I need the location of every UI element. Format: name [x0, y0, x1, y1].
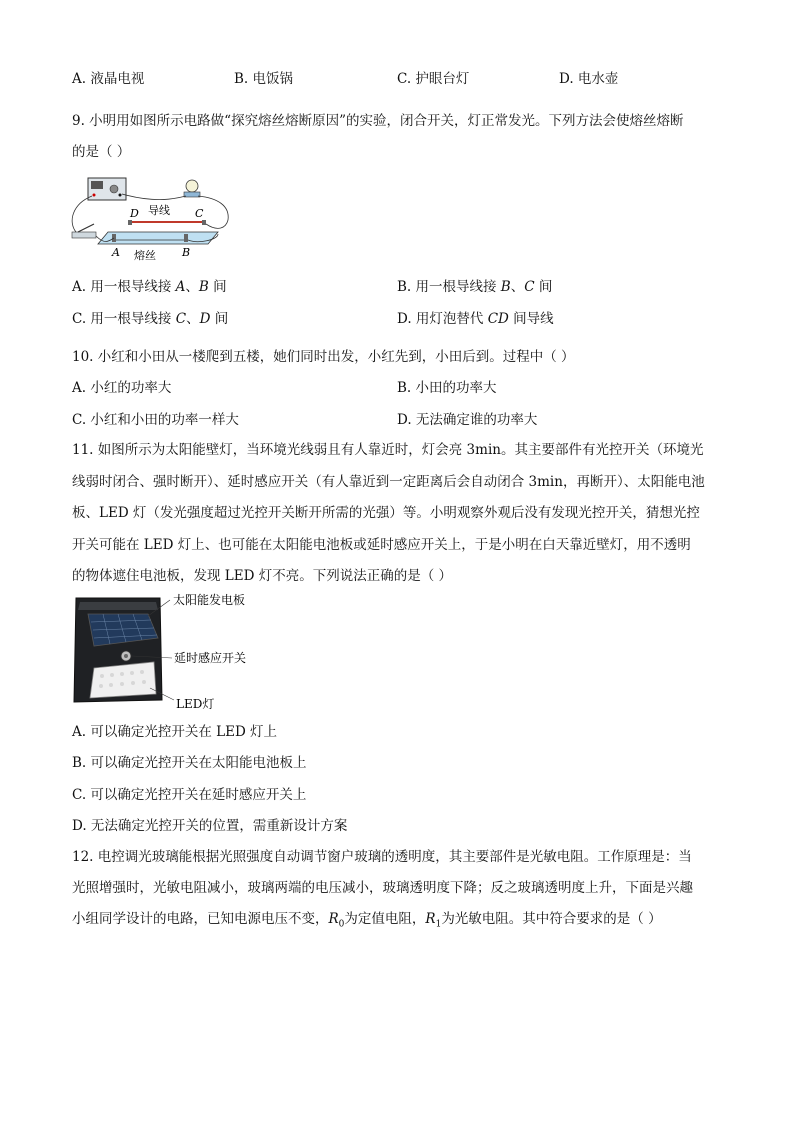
q10-option-a[interactable]: A. 小红的功率大	[72, 380, 172, 396]
label-solar-panel: 太阳能发电板	[173, 593, 246, 607]
q8-option-c[interactable]: C. 护眼台灯	[397, 71, 470, 87]
q9-option-a[interactable]: A. 用一根导线接 A、B 间	[72, 279, 227, 295]
q10-option-d[interactable]: D. 无法确定谁的功率大	[397, 412, 538, 428]
q11-option-c[interactable]: C. 可以确定光控开关在延时感应开关上	[72, 787, 307, 803]
q8-option-b[interactable]: B. 电饭锅	[234, 71, 294, 87]
q9-stem-line1: 9. 小明用如图所示电路做“探究熔丝熔断原因”的实验，闭合开关，灯正常发光。下列方法会使熔丝熔断	[72, 113, 684, 129]
bulb-icon	[186, 180, 198, 192]
label-delay-sensor: 延时感应开关	[174, 651, 247, 665]
label-wire: 导线	[148, 204, 170, 217]
label-c: C	[195, 207, 204, 220]
q11-option-b[interactable]: B. 可以确定光控开关在太阳能电池板上	[72, 755, 307, 771]
q11-option-d[interactable]: D. 无法确定光控开关的位置，需重新设计方案	[72, 818, 348, 834]
q11-stem-line5: 的物体遮住电池板，发现 LED 灯不亮。下列说法正确的是（ ）	[72, 568, 453, 584]
q10-options-row1	[72, 376, 734, 396]
q11-stem-line1: 11. 如图所示为太阳能壁灯，当环境光线弱且有人靠近时，灯会亮 3min。其主要部件有光控开关（环境光	[72, 442, 704, 458]
switch-icon	[72, 232, 96, 238]
q9-option-c[interactable]: C. 用一根导线接 C、D 间	[72, 311, 229, 327]
label-led: LED灯	[176, 697, 215, 711]
q12-stem-line3: 小组同学设计的电路，已知电源电压不变，$R_0$为定值电阻，$R_1$为光敏电阻。其中符合要求的是（ ）	[72, 911, 662, 930]
label-d: D	[130, 207, 139, 220]
q11-stem-line2: 线弱时闭合、强时断开）、延时感应开关（有人靠近到一定距离后会自动闭合 3min，再断开）、太阳能电池	[72, 474, 705, 490]
label-b: B	[182, 246, 191, 259]
q9-options-row1	[72, 275, 734, 295]
label-fuse: 熔丝	[134, 249, 156, 262]
q8-option-d[interactable]: D. 电水壶	[559, 71, 619, 87]
q11-stem-line4: 开关可能在 LED 灯上、也可能在太阳能电池板或延时感应开关上，于是小明在白天靠近壁灯，用不透明	[72, 537, 691, 553]
q11-solar-lamp-figure	[70, 590, 270, 712]
q10-options-row2	[72, 408, 734, 428]
q10-option-c[interactable]: C. 小红和小田的功率一样大	[72, 412, 239, 428]
q9-option-b[interactable]: B. 用一根导线接 B、C 间	[397, 279, 553, 295]
q12-stem-line2: 光照增强时，光敏电阻减小，玻璃两端的电压减小，玻璃透明度下降；反之玻璃透明度上升，下面是兴趣	[72, 880, 693, 896]
q10-option-b[interactable]: B. 小田的功率大	[397, 380, 497, 396]
led-panel-icon	[90, 662, 156, 698]
q12-stem-line1: 12. 电控调光玻璃能根据光照强度自动调节窗户玻璃的透明度，其主要部件是光敏电阻。工作原理是：当	[72, 849, 692, 865]
q11-stem-line3: 板、LED 灯（发光强度超过光控开关断开所需的光强）等。小明观察外观后没有发现光控开关，猜想光控	[72, 505, 700, 521]
q10-stem: 10. 小红和小田从一楼爬到五楼，她们同时出发，小红先到，小田后到。过程中（ ）	[72, 349, 575, 365]
q9-circuit-figure	[68, 174, 248, 264]
q9-stem-line2: 的是（ ）	[72, 144, 131, 160]
q11-option-a[interactable]: A. 可以确定光控开关在 LED 灯上	[72, 724, 278, 740]
q8-options	[72, 67, 734, 87]
q9-option-d[interactable]: D. 用灯泡替代 CD 间导线	[397, 311, 554, 327]
q9-options-row2	[72, 307, 734, 327]
q8-option-a[interactable]: A. 液晶电视	[72, 71, 145, 87]
label-a: A	[112, 246, 120, 259]
